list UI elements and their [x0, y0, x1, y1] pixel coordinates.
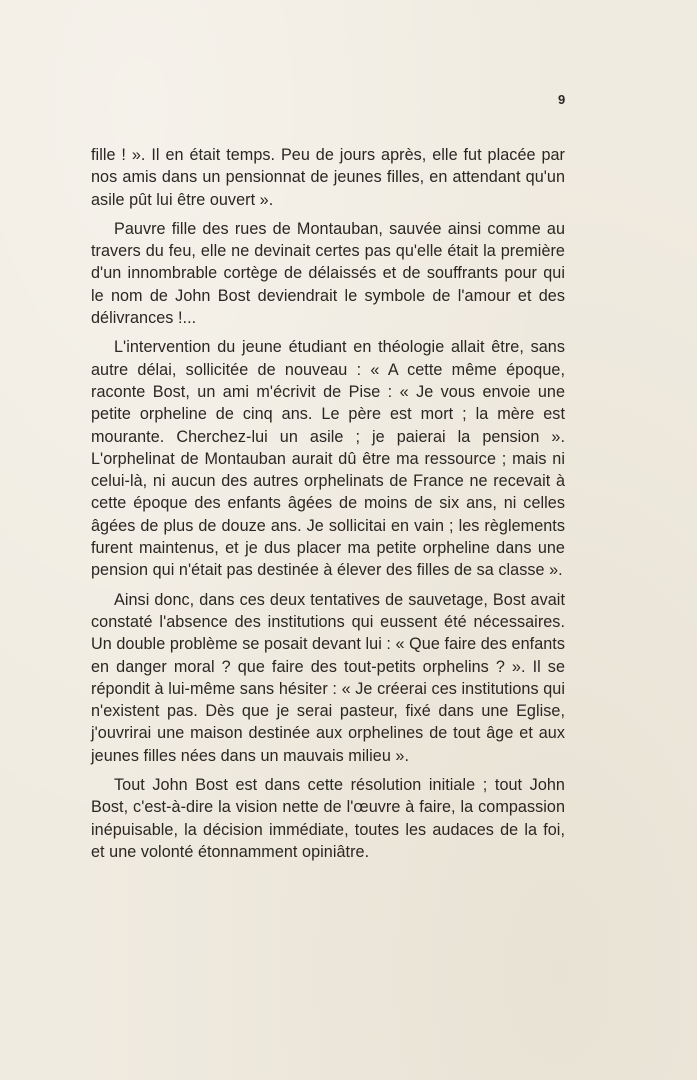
paragraph-3: L'intervention du jeune étudiant en théologie allait être, sans autre délai, sollicitée de nouveau : « A cette même époque, raconte Bost, un ami m'écrivit de Pise : « Je vous envoie une petite orpheline de cinq ans. Le père est mort ; la mère est mourante. Cherchez-lui un asile ; je paierai la pension ». L'orphelinat de Montauban aurait dû être ma ressource ; mais ni celui-là, ni aucun des autres orphelinats de France ne recevait à cette époque des enfants âgées de moins de six ans, ni celles âgées de plus de douze ans. Je sollicitai en vain ; les règlements furent maintenus, et je dus placer ma petite orpheline dans une pension qui n'était pas destinée à élever des filles de sa classe ».: [91, 338, 565, 580]
paragraph-4: Ainsi donc, dans ces deux tentatives de sauvetage, Bost avait constaté l'absence des institutions qui eussent été nécessaires. Un double problème se posait devant lui : « Que faire des enfants en danger moral ? que faire des tout-petits orphelins ? ». Il se répondit à lui-même sans hésiter : « Je créerai ces institutions qui n'existent pas. Dès que je serai pasteur, fixé dans une Eglise, j'ouvrirai une maison destinée aux orphelines de tout âge et aux jeunes filles nées dans un mauvais milieu ».: [91, 590, 565, 765]
paragraph-1: fille ! ». Il en était temps. Peu de jours après, elle fut placée par nos amis dans un pensionnat de jeunes filles, en attendant qu'un asile pût lui être ouvert ».: [91, 146, 565, 209]
body-text: [91, 144, 565, 863]
paragraph-2: Pauvre fille des rues de Montauban, sauvée ainsi comme au travers du feu, elle ne devinait certes pas qu'elle était la première d'un innombrable cortège de délaissés et de souffrants pour qui le nom de John Bost deviendrait le symbole de l'amour et des délivrances !...: [91, 219, 565, 328]
page-number: 9: [558, 92, 566, 107]
paragraph-5: Tout John Bost est dans cette résolution initiale ; tout John Bost, c'est-à-dire la vision nette de l'œuvre à faire, la compassion inépuisable, la décision immédiate, toutes les audaces de la foi, et une volonté étonnamment opiniâtre.: [91, 776, 565, 861]
